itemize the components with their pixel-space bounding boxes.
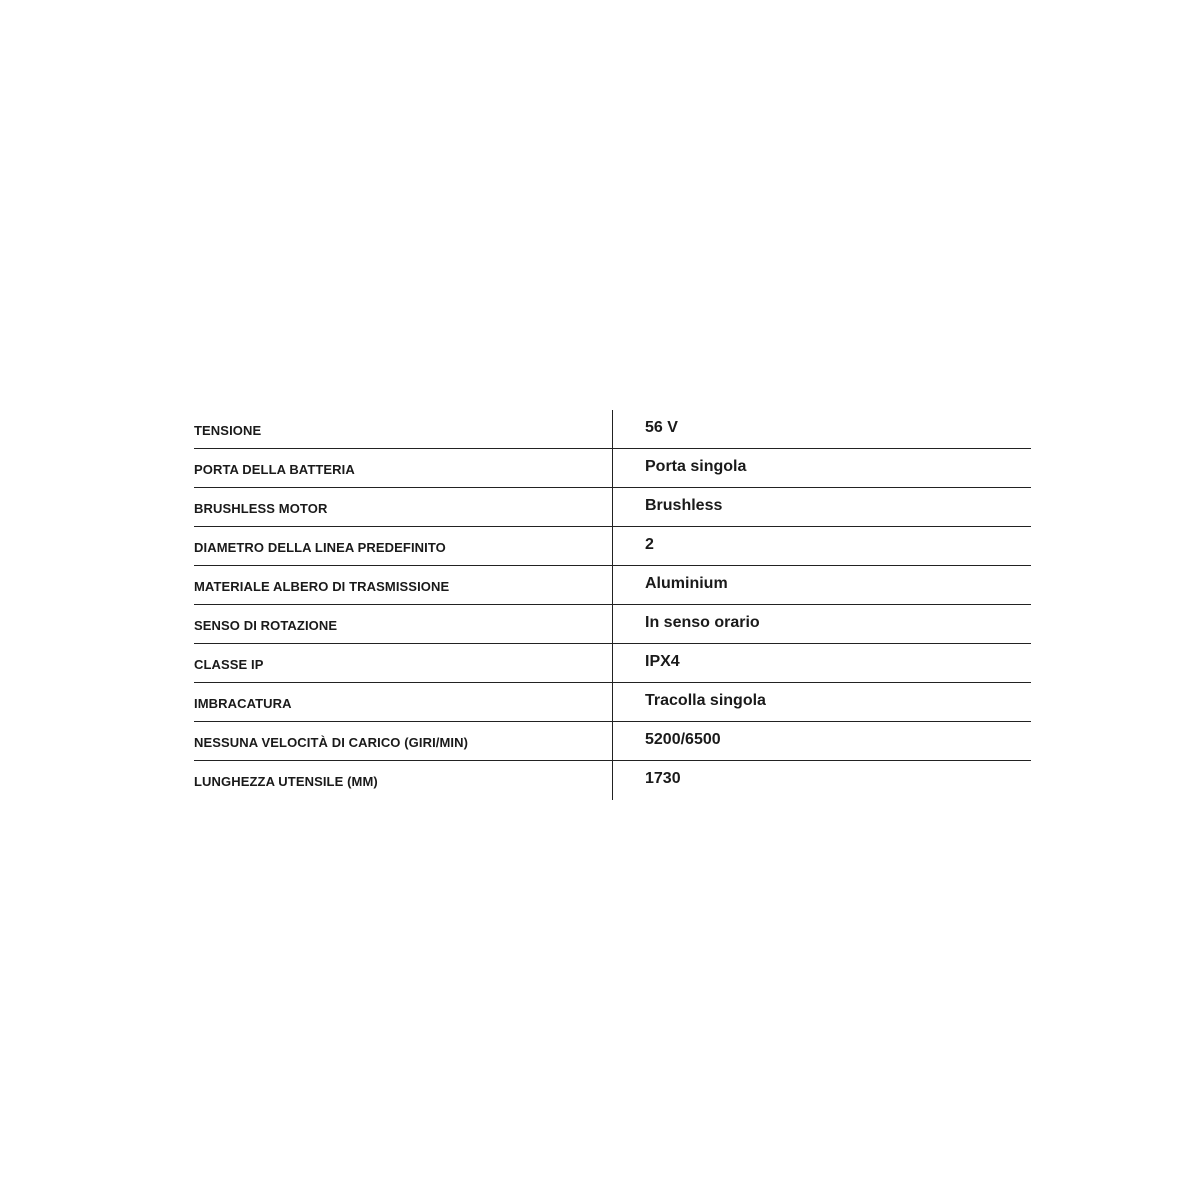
spec-value: Aluminium [645, 574, 728, 592]
spec-value: IPX4 [645, 652, 680, 670]
spec-row-classe-ip [194, 644, 1031, 683]
spec-row-porta-batteria [194, 449, 1031, 488]
spec-label: MATERIALE ALBERO DI TRASMISSIONE [194, 566, 613, 604]
spec-value: Tracolla singola [645, 691, 766, 709]
spec-label: NESSUNA VELOCITÀ DI CARICO (GIRI/MIN) [194, 722, 613, 760]
spec-row-velocita-carico [194, 722, 1031, 761]
spec-label: PORTA DELLA BATTERIA [194, 449, 613, 487]
spec-label: BRUSHLESS MOTOR [194, 488, 613, 526]
spec-row-senso-rotazione [194, 605, 1031, 644]
spec-value: Brushless [645, 496, 723, 514]
spec-label: IMBRACATURA [194, 683, 613, 721]
spec-value: 5200/6500 [645, 730, 721, 748]
spec-table [194, 410, 1031, 800]
spec-value: 1730 [645, 770, 681, 787]
spec-label: DIAMETRO DELLA LINEA PREDEFINITO [194, 527, 613, 565]
spec-row-tensione [194, 410, 1031, 449]
spec-row-brushless-motor [194, 488, 1031, 527]
spec-value: In senso orario [645, 613, 760, 631]
spec-value: Porta singola [645, 457, 747, 475]
spec-row-lunghezza-utensile [194, 761, 1031, 800]
spec-value: 56 V [645, 418, 678, 436]
spec-label: LUNGHEZZA UTENSILE (MM) [194, 761, 613, 800]
spec-row-diametro-linea [194, 527, 1031, 566]
spec-label: TENSIONE [194, 410, 613, 448]
spec-row-imbracatura [194, 683, 1031, 722]
spec-label: CLASSE IP [194, 644, 613, 682]
spec-row-materiale-albero [194, 566, 1031, 605]
spec-label: SENSO DI ROTAZIONE [194, 605, 613, 643]
spec-value: 2 [645, 535, 654, 553]
